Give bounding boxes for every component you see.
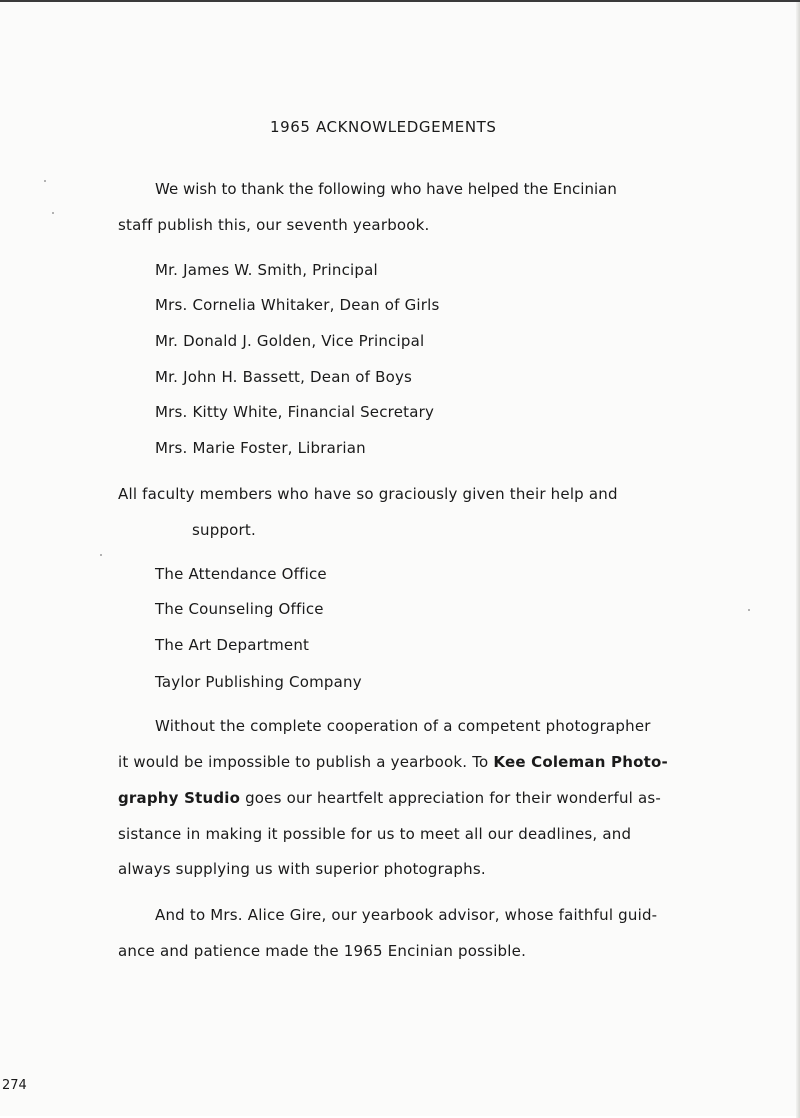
paper-speck [52,212,54,214]
photographer-line-3-text: goes our heartfelt appreciation for their wonderful as- [240,789,662,807]
photographer-line-3 [118,788,661,808]
faculty-line-2: support. [192,521,256,539]
department-item: The Art Department [155,636,310,654]
intro-line-1 [155,179,634,199]
photographer-line-1: Without the complete cooperation of a competent photographer [155,717,651,735]
page-edge-shadow [796,2,800,1118]
studio-name-part-2: graphy Studio [118,789,241,807]
page-number: 274 [2,1078,27,1093]
photographer-line-2 [118,752,668,772]
intro-line-2: staff publish this, our seventh yearbook. [118,216,430,234]
faculty-line-1: All faculty members who have so graciously given their help and [118,485,618,503]
paper-speck [44,180,46,182]
person-item: Mr. John H. Bassett, Dean of Boys [155,368,413,386]
advisor-line-1: And to Mrs. Alice Gire, our yearbook advisor, whose faithful guid- [155,906,658,924]
person-item: Mr. Donald J. Golden, Vice Principal [155,332,425,350]
department-item: Taylor Publishing Company [155,673,362,691]
paper-speck [100,554,102,556]
advisor-line-2: ance and patience made the 1965 Encinian possible. [118,942,527,960]
person-item: Mrs. Cornelia Whitaker, Dean of Girls [155,296,440,314]
photographer-line-2-text: it would be impossible to publish a yearbook. To [118,753,494,771]
department-item: The Counseling Office [155,600,324,618]
photographer-line-4: sistance in making it possible for us to meet all our deadlines, and [118,825,632,843]
studio-name-part-1: Kee Coleman Photo- [493,753,668,771]
paper-speck [748,609,750,611]
intro-text-1: We wish to thank the following who have helped the Encinian [155,180,617,198]
photographer-line-5: always supplying us with superior photographs. [118,860,486,878]
person-item: Mr. James W. Smith, Principal [155,261,378,279]
person-item: Mrs. Marie Foster, Librarian [155,439,366,457]
department-item: The Attendance Office [155,565,327,583]
person-item: Mrs. Kitty White, Financial Secretary [155,403,435,421]
page-title: 1965 ACKNOWLEDGEMENTS [270,118,497,136]
